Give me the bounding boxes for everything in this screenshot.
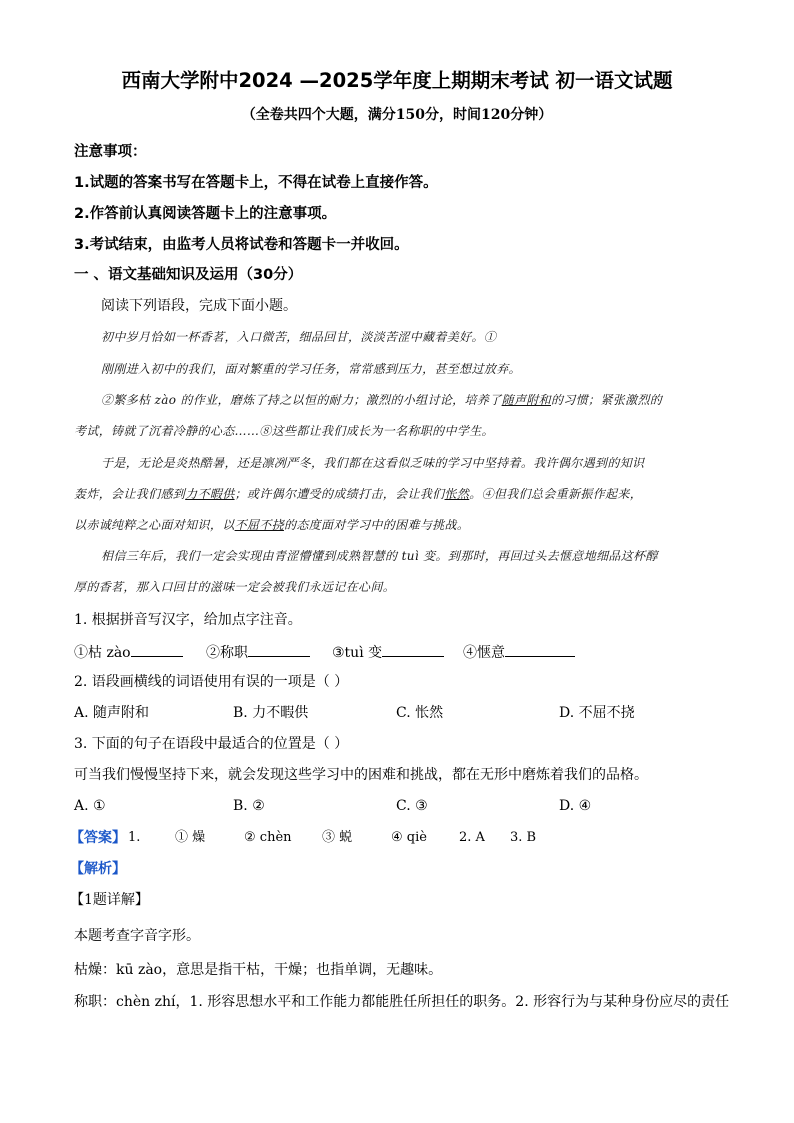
answer-item: ② chèn: [244, 830, 292, 845]
reading-instruction: 阅读下列语段，完成下面小题。: [101, 298, 297, 314]
passage-line-3: [101, 394, 662, 406]
q2-option-d: D. 不屈不挠: [559, 705, 635, 721]
q1-item-1: [74, 644, 183, 660]
answer-item: ① 燥: [175, 830, 206, 845]
answer-blank: [248, 644, 310, 657]
q2-option-b: B. 力不暇供: [233, 705, 309, 721]
passage-line-2: 刚刚进入初中的我们，面对繁重的学习任务，常常感到压力，甚至想过放弃。: [101, 362, 521, 376]
section-heading: 一 、语文基础知识及运用（30分）: [74, 267, 303, 283]
passage-line-4: 考试，铸就了沉着冷静的心态……⑧这些都让我们成长为一名称职的中学生。: [74, 424, 494, 438]
answer-item: ④ qiè: [391, 830, 427, 845]
answer-item: 1.: [128, 830, 141, 845]
q3-option-a: A. ①: [74, 798, 106, 814]
notes-heading: 注意事项：: [74, 144, 147, 160]
q2-option-a: A. 随声附和: [74, 705, 150, 721]
passage-line-9: 厚的香茗，那入口回甘的滋味一定会被我们永远记在心间。: [74, 580, 396, 594]
note-item-1: 1.试题的答案书写在答题卡上，不得在试卷上直接作答。: [74, 175, 438, 191]
passage-text: 。④但我们总会重新振作起来，: [469, 487, 643, 501]
question-3-sentence: 可当我们慢慢坚持下来，就会发现这些学习中的困难和挑战，都在无形中磨炼着我们的品格。: [74, 767, 648, 783]
underlined-term-4: 不屈不挠: [234, 518, 284, 532]
question-2-stem: 2. 语段画横线的词语使用有误的一项是（ ）: [74, 674, 349, 690]
q3-option-c: C. ③: [396, 798, 428, 814]
passage-text: 轰炸，会让我们感到: [74, 487, 186, 501]
question-3-stem: 3. 下面的句子在语段中最适合的位置是（ ）: [74, 736, 349, 752]
passage-line-6: [74, 488, 642, 500]
note-item-2: 2.作答前认真阅读答题卡上的注意事项。: [74, 206, 337, 222]
q2-option-c: C. 怅然: [396, 705, 444, 721]
answer-item: ③ 蜕: [322, 830, 353, 845]
underlined-term-1: 随声附和: [501, 393, 551, 407]
q1-item-label: ④惬意: [463, 645, 505, 661]
q1-item-label: ②称职: [206, 645, 248, 661]
passage-line-7: [74, 519, 469, 531]
analysis-label: 【解析】: [70, 861, 126, 877]
answer-item: 3. B: [510, 830, 537, 845]
detail-label: 【1题详解】: [70, 892, 149, 908]
passage-text: 以赤诚纯粹之心面对知识，以: [74, 518, 235, 532]
question-1-stem: 1. 根据拼音写汉字，给加点字注音。: [74, 612, 302, 628]
passage-line-8: 相信三年后，我们一定会实现由青涩懵懂到成熟智慧的 tuì 变。到那时，再回过头去惬意地细品这杯醇: [101, 549, 658, 563]
passage-text: ②繁多枯 zào 的作业，磨炼了持之以恒的耐力；激烈的小组讨论，培养了: [101, 393, 502, 407]
q1-item-4: [463, 644, 575, 660]
q3-option-d: D. ④: [559, 798, 592, 814]
q1-item-label: ③tuì 变: [332, 645, 383, 661]
answer-item: 2. A: [459, 830, 485, 845]
answer-blank: [505, 644, 575, 657]
page-title: 西南大学附中2024 —2025学年度上期期末考试 初一语文试题: [121, 69, 673, 92]
q1-item-label: ①枯 zào: [74, 645, 131, 661]
note-item-3: 3.考试结束，由监考人员将试卷和答题卡一并收回。: [74, 237, 409, 253]
q1-item-3: [332, 644, 444, 660]
answer-label: 【答案】: [70, 830, 126, 846]
answer-blank: [131, 644, 183, 657]
passage-text: 的态度面对学习中的困难与挑战。: [283, 518, 470, 532]
passage-line-5: 于是，无论是炎热酷暑，还是凛冽严冬，我们都在这看似乏味的学习中坚持着。我许偶尔遇到的知识: [101, 456, 645, 470]
passage-line-1: 初中岁月恰如一杯香茗，入口微苦，细品回甘，淡淡苦涩中藏着美好。①: [101, 330, 497, 344]
underlined-term-2: 力不暇供: [185, 487, 235, 501]
analysis-line-2: 枯燥：kū zào，意思是指干枯，干燥；也指单调，无趣味。: [74, 962, 443, 978]
underlined-term-3: 怅然: [444, 487, 470, 501]
answer-blank: [382, 644, 444, 657]
analysis-line-3: 称职：chèn zhí，1. 形容思想水平和工作能力都能胜任所担任的职务。2. 形容行为与某种身份应尽的责任: [74, 994, 730, 1010]
analysis-line-1: 本题考查字音字形。: [74, 928, 200, 944]
q1-item-2: [206, 644, 310, 660]
passage-text: ；或许偶尔遭受的成绩打击，会让我们: [234, 487, 445, 501]
q3-option-b: B. ②: [233, 798, 265, 814]
passage-text: 的习惯；紧张激烈的: [551, 393, 663, 407]
page-subtitle: （全卷共四个大题，满分150分，时间120分钟）: [241, 107, 553, 123]
